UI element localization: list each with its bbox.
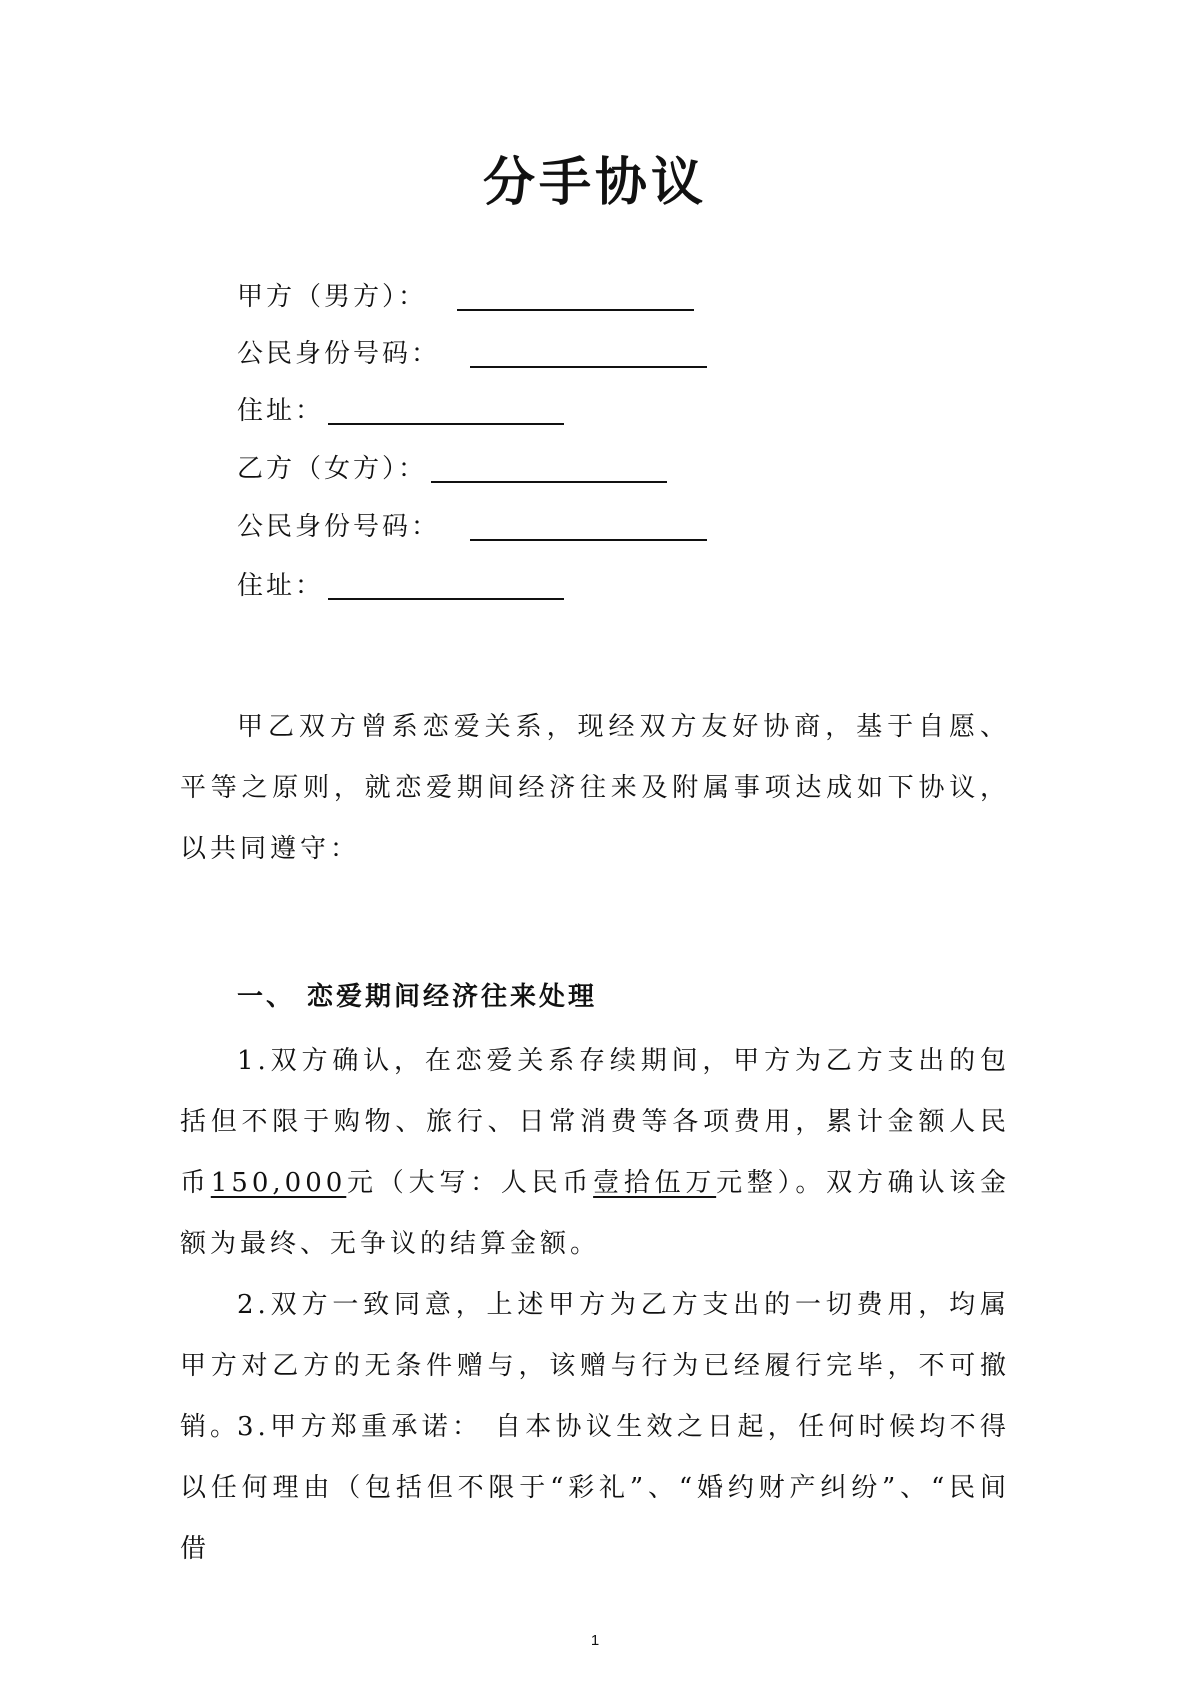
party-a-address-label: 住址：: [237, 396, 325, 426]
section-1-number: 一、: [237, 982, 296, 1012]
party-b-blank: [431, 480, 667, 483]
clause-1-text-end: 元整）。双方确认该金额为最终、无争议的结算金额。: [180, 1168, 1010, 1259]
party-b-label: 乙方（女方）：: [237, 454, 428, 484]
party-a-id-label: 公民身份号码：: [237, 339, 441, 369]
party-b-address-field: [237, 566, 564, 606]
document-title: 分手协议: [482, 152, 707, 213]
clause-1-text-start: 1.双方确认，在恋爱关系存续期间，甲方为乙方支出的包括但不限于购物、旅行、日常消费等各项费用，累计金额人民币: [180, 1046, 1010, 1198]
party-a-id-field: [237, 334, 707, 374]
preamble-paragraph: 甲乙双方曾系恋爱关系，现经双方友好协商，基于自愿、平等之原则，就恋爱期间经济往来及附属事项达成如下协议，以共同遵守：: [180, 712, 1010, 864]
party-a-label: 甲方（男方）：: [237, 282, 428, 312]
party-a-blank: [457, 308, 694, 311]
party-b-field: [237, 449, 667, 489]
party-a-id-blank: [470, 365, 707, 368]
clause-2-paragraph: 2.双方一致同意，上述甲方为乙方支出的一切费用，均属甲方对乙方的无条件赠与，该赠与行为已经履行完毕，不可撤销。: [180, 1290, 1010, 1442]
party-b-id-label: 公民身份号码：: [237, 512, 441, 542]
party-b-id-blank: [470, 538, 707, 541]
party-b-address-blank: [328, 597, 564, 600]
clause-1-text-middle: 元（大写：人民币: [346, 1168, 594, 1198]
clause-1-amount: 150,000: [210, 1168, 347, 1198]
clause-1-paragraph: [180, 1031, 1010, 1275]
party-b-id-field: [237, 507, 707, 547]
clause-3-paragraph: 3.甲方郑重承诺： 自本协议生效之日起，任何时候均不得以任何理由（包括但不限于“彩礼”、“婚约财产纠纷”、“民间借: [180, 1412, 1010, 1564]
party-b-address-label: 住址：: [237, 571, 325, 601]
party-a-address-blank: [328, 422, 564, 425]
clause-1-amount-words: 壹拾伍万: [593, 1168, 717, 1198]
section-1-heading: [237, 975, 597, 1019]
section-1-title: 恋爱期间经济往来处理: [307, 982, 598, 1012]
party-a-address-field: [237, 391, 564, 431]
page-number: 1: [590, 1632, 600, 1649]
party-a-field: [237, 277, 694, 317]
